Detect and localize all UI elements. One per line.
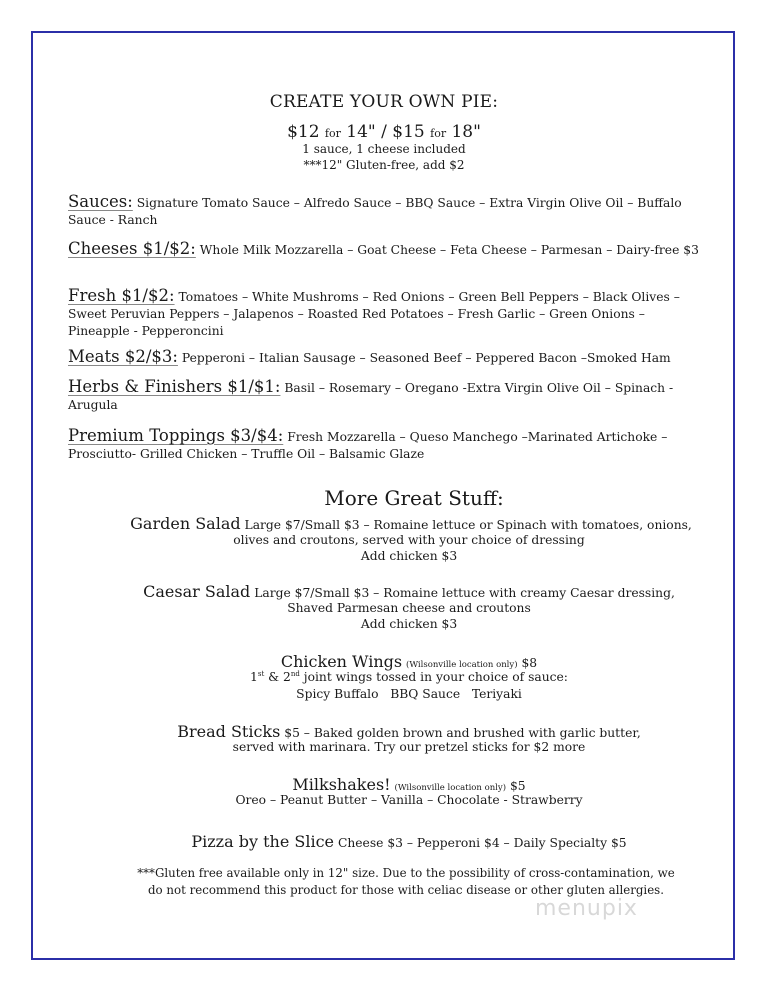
bread-sticks: Bread Sticks $5 – Baked golden brown and brushed with garlic butter, bbox=[177, 722, 641, 741]
garden-salad: Garden Salad Large $7/Small $3 – Romaine lettuce or Spinach with tomatoes, onions, bbox=[130, 514, 692, 533]
watermark-logo: menupix bbox=[535, 896, 638, 921]
page-title: CREATE YOUR OWN PIE: bbox=[269, 92, 499, 112]
chicken-wings-sauces: Spicy Buffalo BBQ Sauce Teriyaki bbox=[296, 687, 522, 701]
chicken-wings: Chicken Wings (Wilsonville location only) $8 bbox=[280, 652, 538, 671]
gluten-note: ***12" Gluten-free, add $2 bbox=[303, 158, 465, 172]
chicken-wings-desc: 1st & 2nd joint wings tossed in your choice of sauce: bbox=[250, 670, 568, 685]
pie-price: $12 for 14" / $15 for 18" bbox=[287, 122, 481, 142]
topping-premium: Premium Toppings $3/$4: Fresh Mozzarella – Queso Manchego –Marinated Artichoke – Prosciutto- Grilled Chicken – Truffle Oil – Balsamic Glaze bbox=[68, 426, 668, 461]
topping-sauces: Sauces: Signature Tomato Sauce – Alfredo Sauce – BBQ Sauce – Extra Virgin Olive Oil – Buffalo Sauce - Ranch bbox=[68, 192, 682, 227]
caesar-salad-addon: Add chicken $3 bbox=[360, 617, 458, 631]
topping-herbs: Herbs & Finishers $1/$1: Basil – Rosemary – Oregano -Extra Virgin Olive Oil – Spinach - Arugula bbox=[68, 377, 674, 412]
garden-salad-desc: olives and croutons, served with your choice of dressing bbox=[233, 533, 585, 547]
topping-meats: Meats $2/$3: Pepperoni – Italian Sausage – Seasoned Beef – Peppered Bacon –Smoked Ham bbox=[68, 347, 671, 366]
included-note: 1 sauce, 1 cheese included bbox=[302, 142, 466, 156]
pizza-by-slice: Pizza by the Slice Cheese $3 – Pepperoni $4 – Daily Specialty $5 bbox=[191, 832, 627, 851]
milkshakes-flavors: Oreo – Peanut Butter – Vanilla – Chocolate - Strawberry bbox=[235, 793, 583, 807]
caesar-salad: Caesar Salad Large $7/Small $3 – Romaine lettuce with creamy Caesar dressing, bbox=[143, 582, 675, 601]
milkshakes: Milkshakes! (Wilsonville location only) $5 bbox=[292, 775, 526, 794]
caesar-salad-desc: Shaved Parmesan cheese and croutons bbox=[287, 601, 531, 615]
bread-sticks-desc: served with marinara. Try our pretzel sticks for $2 more bbox=[232, 740, 586, 754]
topping-fresh: Fresh $1/$2: Tomatoes – White Mushroms – Red Onions – Green Bell Peppers – Black Olives – Sweet Peruvian Peppers – Jalapenos – Roasted Red Potatoes – Fresh Garlic – Green Onions – Pineapple - Pepperoncini bbox=[68, 286, 680, 338]
footnote-line-2: do not recommend this product for those with celiac disease or other gluten allergies. bbox=[148, 883, 664, 897]
section-title: More Great Stuff: bbox=[324, 486, 504, 510]
garden-salad-addon: Add chicken $3 bbox=[360, 549, 458, 563]
footnote-line-1: ***Gluten free available only in 12" size. Due to the possibility of cross-contamination, we bbox=[137, 866, 675, 880]
topping-cheeses: Cheeses $1/$2: Whole Milk Mozzarella – Goat Cheese – Feta Cheese – Parmesan – Dairy-free $3 bbox=[68, 239, 699, 258]
